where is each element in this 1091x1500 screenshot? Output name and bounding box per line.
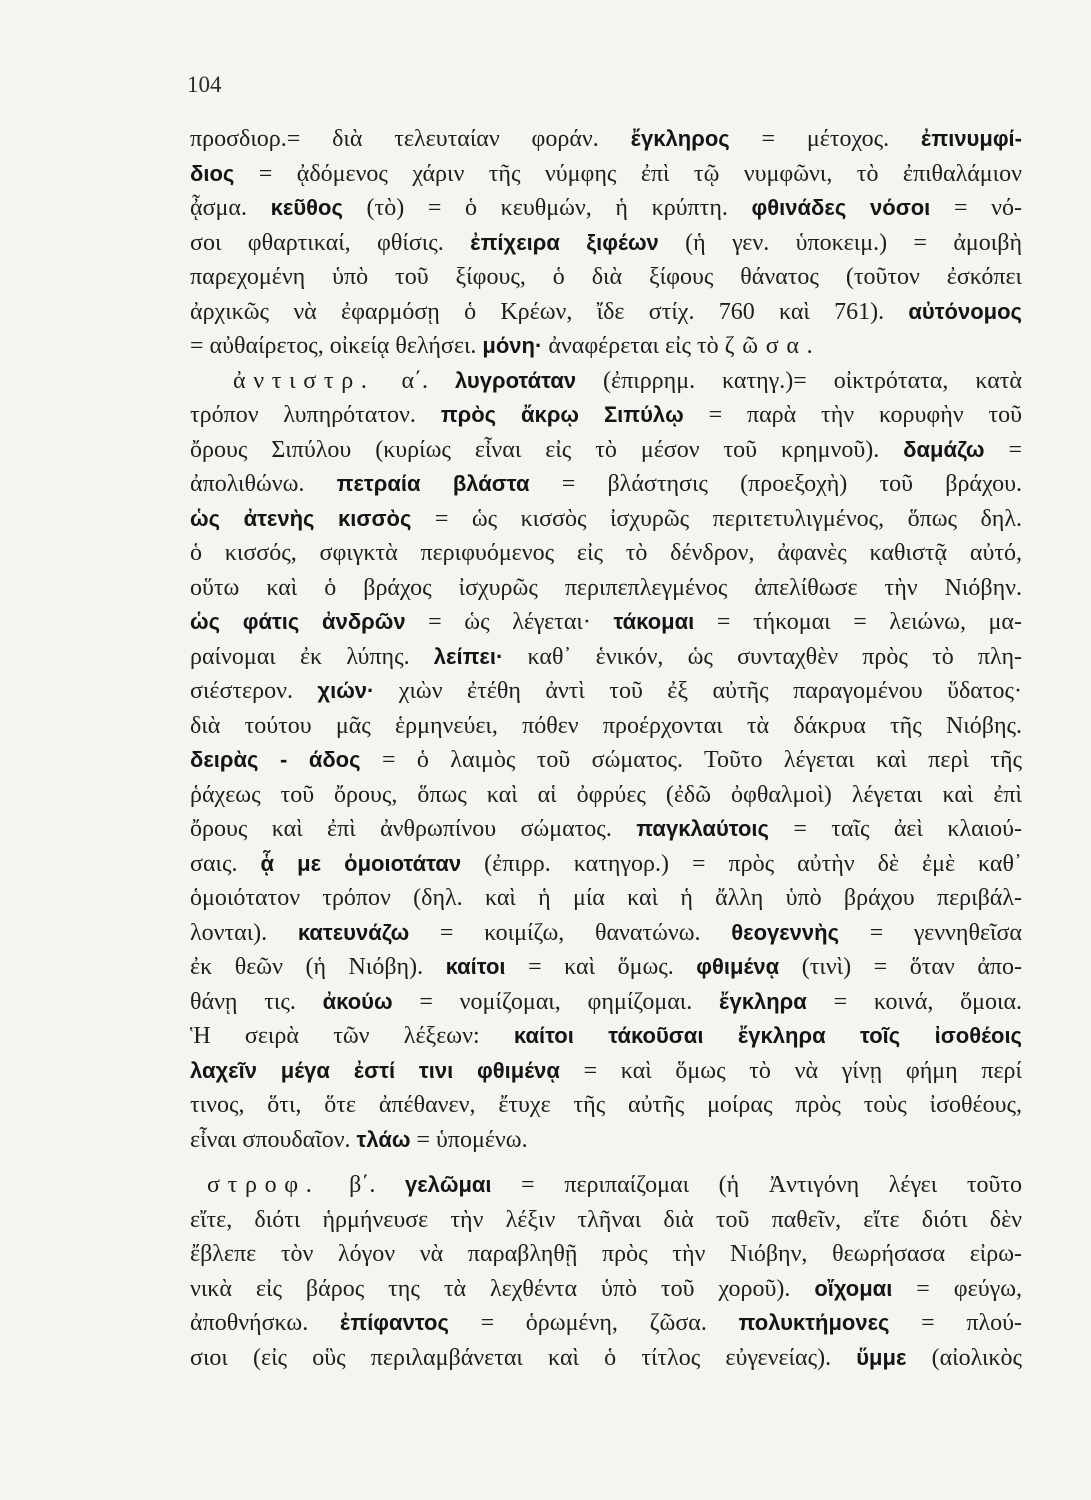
- text-line: [190, 916, 1022, 951]
- line-text: [190, 916, 1022, 951]
- gloss-text: = ὁρωμένη, ζῶσα.: [448, 1310, 739, 1336]
- gloss-text: νικὰ εἰς βάρος της τὰ λεχθέντα ὑπὸ τοῦ χοροῦ).: [190, 1275, 815, 1302]
- gloss-text: = ὁ λαιμὸς τοῦ σώματος. Τοῦτο λέγεται καὶ περὶ τῆς: [360, 747, 1022, 773]
- gloss-text: = κοινά, ὅμοια.: [806, 988, 1023, 1015]
- line-text: [233, 364, 1022, 399]
- page-number: 104: [187, 72, 222, 97]
- line-text: [190, 1203, 1022, 1238]
- gloss-text: ἀποθνήσκω.: [190, 1310, 340, 1336]
- line-text: [190, 329, 820, 364]
- gloss-text: = καὶ ὅμως τὸ νὰ γίνῃ φήμη περί: [559, 1057, 1022, 1084]
- headword: λυγροτάταν: [455, 367, 577, 393]
- gloss-text: = κοιμίζω, θανατώνω.: [409, 919, 732, 946]
- line-text: [190, 743, 1022, 778]
- text-line: [190, 605, 1022, 640]
- gloss-text: σοι φθαρτικαί, φθίσις.: [190, 229, 471, 256]
- gloss-text: προσδιορ.= διὰ τελευταίαν φοράν.: [190, 126, 631, 152]
- gloss-text: ᾆσμα.: [190, 195, 271, 221]
- text-line: [190, 847, 1022, 882]
- text-line: [190, 571, 1022, 606]
- gloss-text: οὕτω καὶ ὁ βράχος ἰσχυρῶς περιπεπλεγμένος ἀπελίθωσε τὴν Νιόβην.: [190, 574, 1022, 601]
- text-line: [190, 364, 1022, 399]
- line-text: [190, 881, 1022, 916]
- headword: καίτοι τάκοῦσαι ἔγκληρα τοῖς ἰσοθέοις: [513, 1023, 1022, 1048]
- gloss-text: =: [984, 436, 1022, 463]
- gloss-text: τρόπον λυπηρότατον.: [190, 402, 441, 428]
- gloss-text: ὁμοιότατον τρόπον (δηλ. καὶ ἡ μία καὶ ἡ ἄλλη ὑπὸ βράχου περιβάλ-: [190, 885, 1022, 911]
- gloss-text: θάνῃ τις.: [190, 988, 323, 1015]
- gloss-text: = παρὰ τὴν κορυφὴν τοῦ: [683, 402, 1022, 428]
- text-line: [190, 122, 1022, 157]
- text-line: [190, 1203, 1022, 1238]
- gloss-text: καθ᾽ ἑνικόν, ὡς συνταχθὲν πρὸς τὸ πλη-: [503, 643, 1023, 670]
- gloss-text: = νομίζομαι, φημίζομαι.: [392, 988, 720, 1015]
- gloss-text: ῥάχεως τοῦ ὄρους, ὅπως καὶ αἱ ὀφρύες (ἐδῶ ὀφθαλμοὶ) λέγεται καὶ ἐπὶ: [190, 781, 1022, 808]
- gloss-text: ἀναφέρεται εἰς τὸ: [542, 333, 725, 359]
- headword: αὐτόνομος: [908, 298, 1022, 324]
- gloss-text: διὰ τούτου μᾶς ἑρμηνεύει, πόθεν προέρχονται τὰ δάκρυα τῆς Νιόβης.: [190, 712, 1022, 739]
- gloss-text: σιέστερον.: [190, 678, 318, 704]
- line-text: [190, 571, 1022, 606]
- headword: πετραία βλάστα: [336, 471, 530, 496]
- line-text: [190, 467, 1022, 502]
- text-line: [190, 881, 1022, 916]
- gloss-text: = ὡς κισσὸς ἰσχυρῶς περιτετυλιγμένος, ὅπως δηλ.: [411, 505, 1022, 532]
- paragraph: [190, 122, 1022, 364]
- gloss-text: εἶναι σπουδαῖον.: [190, 1126, 357, 1153]
- text-line: [190, 1341, 1022, 1376]
- gloss-text: ἀρχικῶς νὰ ἐφαρμόσῃ ὁ Κρέων, ἴδε στίχ. 760 καὶ 761).: [190, 298, 909, 325]
- gloss-text: = καὶ ὅμως.: [505, 954, 697, 980]
- line-text: [190, 709, 1022, 744]
- headword: ᾇ με ὁμοιοτάταν: [260, 850, 462, 876]
- gloss-text: (ἡ γεν. ὑποκειμ.) = ἀμοιβὴ: [658, 229, 1022, 256]
- gloss-text: = ὑπομένω.: [410, 1126, 528, 1153]
- text-line: [190, 226, 1022, 261]
- headword: μόνη·: [482, 333, 543, 358]
- gloss-text: = περιπαίζομαι (ἡ Ἀντιγόνη λέγει τοῦτο: [491, 1172, 1022, 1198]
- line-text: [190, 433, 1022, 468]
- line-text: [190, 1341, 1022, 1376]
- headword: πρὸς ἄκρῳ Σιπύλῳ: [440, 402, 684, 427]
- gloss-text: (ἐπιρρημ. κατηγ.)= οἰκτρότατα, κατὰ: [576, 367, 1022, 394]
- gloss-text: ὄρους Σιπύλου (κυρίως εἶναι εἰς τὸ μέσον τοῦ κρημνοῦ).: [190, 436, 904, 463]
- headword: παγκλαύτοις: [636, 816, 769, 841]
- line-text: [190, 536, 1022, 571]
- headword: θεογεννὴς: [731, 919, 840, 945]
- text-line: [190, 329, 1022, 364]
- text-line: [190, 985, 1022, 1020]
- line-text: [190, 674, 1022, 709]
- text-line: [190, 812, 1022, 847]
- spaced-term: στροφ.: [207, 1172, 320, 1198]
- text-line: [190, 674, 1022, 709]
- gloss-text: σαις.: [190, 850, 261, 877]
- headword: ὡς ἀτενὴς κισσὸς: [190, 505, 412, 531]
- gloss-text: Ἡ σειρὰ τῶν λέξεων:: [190, 1023, 514, 1049]
- headword: τλάω: [356, 1126, 411, 1152]
- headword: κατευνάζω: [297, 919, 410, 945]
- line-text: [190, 1088, 1022, 1123]
- line-text: [190, 191, 1022, 226]
- gloss-text: = φεύγω,: [892, 1275, 1022, 1302]
- text-line: [190, 778, 1022, 813]
- gloss-text: ἐκ θεῶν (ἡ Νιόβη).: [190, 954, 446, 980]
- text-line: [190, 1306, 1022, 1341]
- headword: ἐπίφαντος: [339, 1310, 449, 1335]
- text-line: [190, 157, 1022, 192]
- line-text: [190, 398, 1022, 433]
- gloss-text: (τὸ) = ὁ κευθμών, ἡ κρύπτη.: [342, 195, 752, 221]
- line-text: [190, 260, 1022, 295]
- headword: ἔγκληρος: [630, 126, 730, 151]
- text-line: [190, 743, 1022, 778]
- commentary-text: [190, 122, 1022, 1375]
- line-text: [190, 1306, 1022, 1341]
- gloss-text: = μέτοχος.: [729, 126, 921, 152]
- line-text: [190, 226, 1022, 261]
- text-line: [190, 398, 1022, 433]
- text-line: [190, 1123, 1022, 1158]
- headword: φθινάδες νόσοι: [751, 195, 931, 220]
- gloss-text: = τήκομαι = λειώνω, μα-: [694, 609, 1022, 635]
- text-line: [190, 1237, 1022, 1272]
- paragraph: [190, 1168, 1022, 1375]
- line-text: [190, 605, 1022, 640]
- headword: διος: [190, 160, 235, 186]
- gloss-text: λονται).: [190, 919, 298, 946]
- headword: ὕμμε: [856, 1344, 907, 1370]
- text-line: [190, 260, 1022, 295]
- gloss-text: ὁ κισσός, σφιγκτὰ περιφυόμενος εἰς τὸ δένδρον, ἀφανὲς καθιστᾷ αὐτό,: [190, 540, 1022, 566]
- headword: δαμάζω: [903, 436, 985, 462]
- text-line: [190, 1019, 1022, 1054]
- headword: χιών·: [317, 678, 375, 703]
- gloss-text: = ταῖς ἀεὶ κλαιού-: [768, 816, 1022, 842]
- gloss-text: τινος, ὅτι, ὅτε ἀπέθανεν, ἔτυχε τῆς αὐτῆς μοίρας πρὸς τοὺς ἰσοθέους,: [190, 1092, 1022, 1118]
- text-line: [190, 433, 1022, 468]
- gloss-text: σιοι (εἰς οὓς περιλαμβάνεται καὶ ὁ τίτλος εὐγενείας).: [190, 1344, 857, 1371]
- line-text: [190, 950, 1022, 985]
- headword: ἔγκληρα: [719, 988, 807, 1014]
- gloss-text: (αἰολικὸς: [906, 1344, 1022, 1371]
- line-text: [190, 1272, 1022, 1307]
- headword: ἐπίχειρα ξιφέων: [470, 229, 659, 255]
- text-line: [190, 709, 1022, 744]
- text-line: [190, 640, 1022, 675]
- headword: πολυκτήμονες: [738, 1310, 890, 1335]
- line-text: [190, 295, 1022, 330]
- line-text: [190, 502, 1022, 537]
- gloss-text: χιὼν ἐτέθη ἀντὶ τοῦ ἐξ αὐτῆς παραγομένου ὕδατος·: [374, 678, 1022, 704]
- gloss-text: ὄρους καὶ ἐπὶ ἀνθρωπίνου σώματος.: [190, 816, 637, 842]
- text-line: [190, 467, 1022, 502]
- line-text: [190, 122, 1022, 157]
- gloss-text: ἀπολιθώνω.: [190, 471, 337, 497]
- spaced-term: ζῶσα.: [724, 333, 821, 359]
- line-text: [207, 1168, 1022, 1203]
- gloss-text: = πλού-: [889, 1310, 1023, 1336]
- text-line: [190, 1088, 1022, 1123]
- headword: καίτοι: [445, 954, 506, 979]
- text-line: [190, 191, 1022, 226]
- text-line: [190, 295, 1022, 330]
- line-text: [190, 778, 1022, 813]
- gloss-text: = ᾀδόμενος χάριν τῆς νύμφης ἐπὶ τῷ νυμφῶνι, τὸ ἐπιθαλάμιον: [234, 160, 1022, 187]
- gloss-text: (ἐπιρρ. κατηγορ.) = πρὸς αὐτὴν δὲ ἐμὲ καθ᾽: [461, 850, 1022, 877]
- text-line: [190, 1168, 1022, 1203]
- spaced-term: ἀντιστρ.: [233, 367, 375, 394]
- text-line: [190, 536, 1022, 571]
- headword: λαχεῖν μέγα ἐστί τινι φθιμένᾳ: [190, 1057, 560, 1083]
- line-text: [190, 847, 1022, 882]
- line-text: [190, 985, 1022, 1020]
- line-text: [190, 1123, 528, 1158]
- gloss-text: εἴτε, διότι ἡρμήνευσε τὴν λέξιν τλῆναι διὰ τοῦ παθεῖν, εἴτε διότι δὲν: [190, 1206, 1022, 1233]
- line-text: [190, 1237, 1022, 1272]
- text-line: [190, 502, 1022, 537]
- text-line: [190, 1054, 1022, 1089]
- headword: λείπει·: [433, 643, 504, 669]
- line-text: [190, 640, 1022, 675]
- gloss-text: = νό-: [930, 195, 1022, 221]
- headword: φθιμένᾳ: [696, 954, 780, 979]
- headword: ἀκούω: [322, 988, 393, 1014]
- line-text: [190, 812, 1022, 847]
- headword: δειρὰς - άδος: [190, 747, 361, 772]
- headword: κεῦθος: [270, 195, 343, 220]
- headword: ὡς φάτις ἀνδρῶν: [190, 609, 406, 634]
- headword: τάκομαι: [613, 609, 695, 634]
- gloss-text: (τινὶ) = ὅταν ἀπο-: [779, 954, 1022, 980]
- gloss-text: = βλάστησις (προεξοχὴ) τοῦ βράχου.: [529, 471, 1022, 497]
- gloss-text: β΄.: [319, 1172, 405, 1198]
- line-text: [190, 157, 1022, 192]
- text-line: [190, 950, 1022, 985]
- gloss-text: = ὡς λέγεται·: [405, 609, 614, 635]
- paragraph: [190, 364, 1022, 1158]
- line-text: [190, 1054, 1022, 1089]
- gloss-text: ἔβλεπε τὸν λόγον νὰ παραβληθῇ πρὸς τὴν Νιόβην, θεωρήσασα εἰρω-: [190, 1241, 1022, 1267]
- gloss-text: α΄.: [374, 367, 456, 394]
- headword: ἐπινυμφί-: [920, 126, 1022, 151]
- line-text: [190, 1019, 1022, 1054]
- headword: γελῶμαι: [404, 1172, 492, 1197]
- headword: οἴχομαι: [814, 1275, 893, 1301]
- gloss-text: ραίνομαι ἐκ λύπης.: [190, 643, 434, 670]
- text-line: [190, 1272, 1022, 1307]
- gloss-text: παρεχομένη ὑπὸ τοῦ ξίφους, ὁ διὰ ξίφους θάνατος (τοῦτον ἐσκόπει: [190, 264, 1022, 290]
- gloss-text: = γεννηθεῖσα: [839, 919, 1022, 946]
- gloss-text: = αὐθαίρετος, οἰκείᾳ θελήσει.: [190, 333, 483, 359]
